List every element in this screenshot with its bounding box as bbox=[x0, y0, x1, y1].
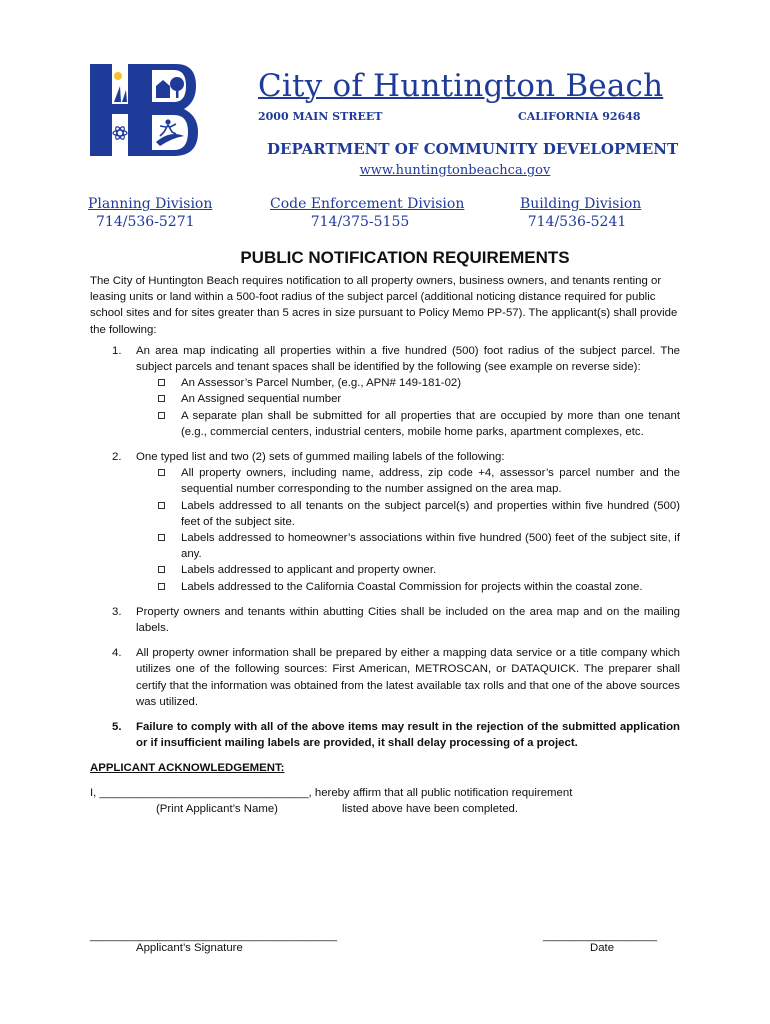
sub-list-item bbox=[136, 375, 680, 391]
acknowledgement-statement: I, _________________________________, hereby affirm that all public notification requirement bbox=[90, 786, 573, 799]
division-name: Code Enforcement Division bbox=[270, 196, 465, 212]
item-text: Failure to comply with all of the above items may result in the rejection of the submitted application or if insufficient mailing labels are provided, it shall delay processing of a project. bbox=[136, 721, 680, 750]
signature-line: _______________________________________ bbox=[90, 930, 338, 942]
sub-item-text: Labels addressed to the California Coastal Commission for projects within the coastal zone. bbox=[181, 580, 643, 593]
state-zip: CALIFORNIA 92648 bbox=[518, 110, 641, 123]
sub-list-item bbox=[136, 562, 680, 578]
sub-list bbox=[136, 465, 680, 595]
checkbox-icon bbox=[158, 395, 165, 402]
item-text: An area map indicating all properties within a five hundred (500) foot radius of the subject parcel. The subject parcels and tenant spaces shall be identified by the following (see example on reverse side): bbox=[136, 344, 680, 374]
division-phone: 714/375-5155 bbox=[310, 214, 410, 230]
completed-text: listed above have been completed. bbox=[342, 802, 519, 815]
signature-label: Applicant’s Signature bbox=[136, 942, 243, 954]
sub-list bbox=[136, 375, 680, 440]
checkbox-icon bbox=[158, 502, 165, 509]
sub-list-item bbox=[136, 530, 680, 562]
sub-item-text: An Assigned sequential number bbox=[181, 393, 342, 406]
division-building bbox=[520, 196, 642, 230]
checkbox-icon bbox=[158, 566, 165, 573]
item-number: 4. bbox=[112, 647, 122, 660]
division-name: Planning Division bbox=[88, 196, 213, 212]
sub-list-item bbox=[136, 498, 680, 530]
list-item bbox=[90, 719, 680, 751]
checkbox-icon bbox=[158, 469, 165, 476]
item-text: One typed list and two (2) sets of gummed mailing labels of the following: bbox=[136, 451, 505, 464]
checkbox-icon bbox=[158, 583, 165, 590]
item-number: 2. bbox=[112, 451, 122, 464]
street-address: 2000 MAIN STREET bbox=[258, 110, 383, 123]
division-phone: 714/536-5271 bbox=[96, 214, 195, 230]
list-item bbox=[90, 604, 680, 636]
department-name: DEPARTMENT OF COMMUNITY DEVELOPMENT bbox=[267, 140, 679, 158]
sub-item-text: Labels addressed to all tenants on the subject parcel(s) and properties within five hundred (500) feet of the subject site. bbox=[181, 499, 680, 528]
logo-h-crossbar bbox=[90, 104, 146, 114]
item-number: 1. bbox=[112, 344, 122, 357]
print-name-label: (Print Applicant’s Name) bbox=[156, 802, 278, 815]
document-body bbox=[90, 273, 680, 817]
requirements-list bbox=[90, 343, 680, 752]
sub-item-text: Labels addressed to homeowner’s associations within five hundred (500) feet of the subject site, if any. bbox=[181, 532, 680, 561]
division-name: Building Division bbox=[520, 196, 642, 212]
acknowledgement-sublabels bbox=[90, 801, 680, 817]
sub-list-item bbox=[136, 408, 680, 440]
checkbox-icon bbox=[158, 534, 165, 541]
website-link[interactable]: www.huntingtonbeachca.gov bbox=[359, 163, 551, 178]
sub-item-text: All property owners, including name, address, zip code +4, assessor’s parcel number and the sequential number corresponding to the number assigned on the area map. bbox=[181, 467, 680, 496]
sub-list-item bbox=[136, 391, 680, 407]
list-item bbox=[90, 449, 680, 595]
date-label: Date bbox=[590, 942, 615, 954]
city-title: City of Huntington Beach bbox=[258, 68, 664, 104]
list-item bbox=[90, 343, 680, 440]
sub-item-text: Labels addressed to applicant and property owner. bbox=[181, 564, 437, 577]
item-text: All property owner information shall be prepared by either a mapping data service or a title company which utilizes one of the following sources: First American, METROSCAN, or DATAQUICK. The preparer shall certify that the information was obtained from the latest available tax rolls and that one of the above sources was utilized. bbox=[136, 647, 680, 708]
sub-list-item bbox=[136, 465, 680, 497]
logo-panel-bottom-left bbox=[112, 115, 128, 151]
item-text: Property owners and tenants within abutting Cities shall be included on the area map and on the mailing labels. bbox=[136, 605, 680, 635]
checkbox-icon bbox=[158, 379, 165, 386]
sub-item-text: An Assessor’s Parcel Number, (e.g., APN# 149-181-02) bbox=[181, 377, 462, 390]
page-title: PUBLIC NOTIFICATION REQUIREMENTS bbox=[240, 248, 570, 267]
division-planning bbox=[88, 196, 212, 230]
item-number: 5. bbox=[112, 721, 122, 734]
checkbox-icon bbox=[158, 412, 165, 419]
division-code-enforcement bbox=[270, 196, 465, 230]
sub-list-item bbox=[136, 579, 680, 595]
logo-sun-icon bbox=[114, 72, 122, 80]
division-phone: 714/536-5241 bbox=[527, 214, 627, 230]
item-number: 3. bbox=[112, 605, 122, 618]
sub-item-text: A separate plan shall be submitted for all properties that are occupied by more than one tenant (e.g., commercial centers, industrial centers, mobile home parks, apartment complexes, etc. bbox=[181, 409, 680, 438]
acknowledgement-heading: APPLICANT ACKNOWLEDGEMENT: bbox=[90, 762, 285, 775]
intro-paragraph: The City of Huntington Beach requires notification to all property owners, business owners, and tenants renting or leasing units or land within a 500-foot radius of the subject parcel (additional noticing distance required for public school sites and for sites greater than 5 acres in size pursuant to Policy Memo PP-57). The applicant(s) shall provide the following: bbox=[90, 275, 678, 336]
list-item bbox=[90, 645, 680, 710]
logo-panel-bottom-right bbox=[152, 115, 188, 150]
date-line: __________________ bbox=[543, 930, 658, 942]
city-logo bbox=[90, 64, 198, 156]
